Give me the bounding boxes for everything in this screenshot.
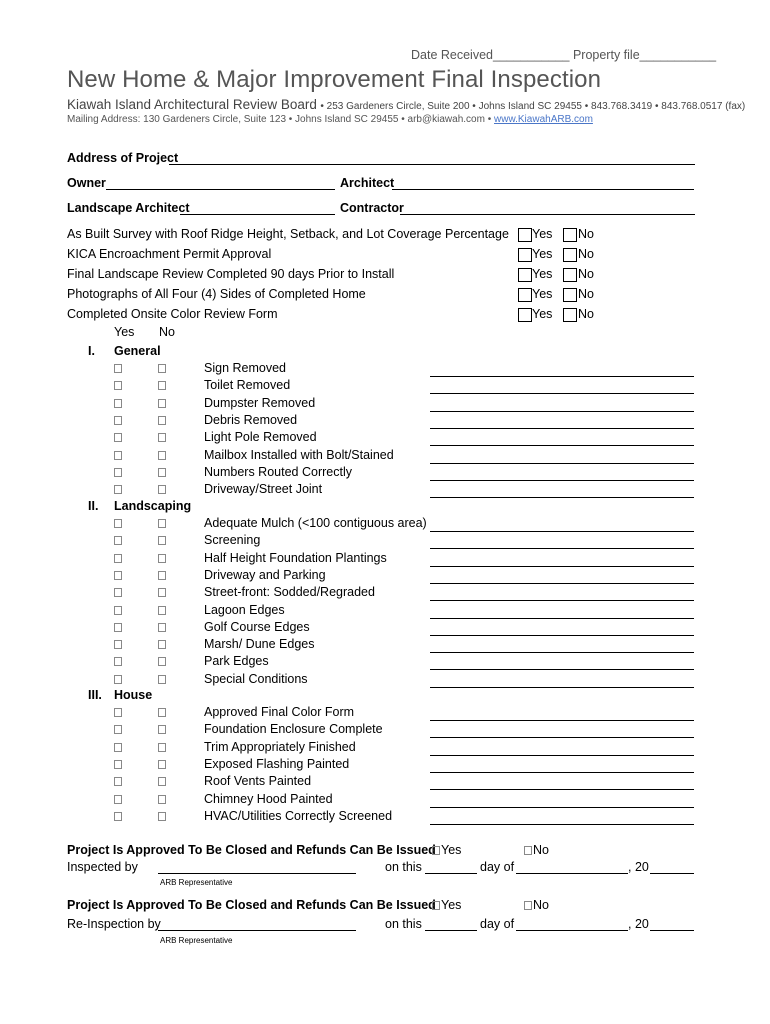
item-notes-line[interactable] bbox=[430, 427, 694, 429]
item-no-checkbox[interactable] bbox=[158, 640, 166, 649]
checklist-item: Mailbox Installed with Bolt/Stained bbox=[204, 448, 394, 462]
inspected-by-label: Inspected by bbox=[67, 860, 138, 874]
question-yes-checkbox[interactable] bbox=[518, 268, 532, 282]
item-no-checkbox[interactable] bbox=[158, 416, 166, 425]
item-no-checkbox[interactable] bbox=[158, 606, 166, 615]
question-yes-label: Yes bbox=[532, 227, 553, 241]
checklist-item: Trim Appropriately Finished bbox=[204, 740, 356, 754]
item-notes-line[interactable] bbox=[430, 444, 694, 446]
question-label: Completed Onsite Color Review Form bbox=[67, 307, 278, 321]
item-notes-line[interactable] bbox=[430, 771, 694, 773]
item-notes-line[interactable] bbox=[430, 788, 694, 790]
item-notes-line[interactable] bbox=[430, 462, 694, 464]
item-notes-line[interactable] bbox=[430, 686, 694, 688]
item-no-checkbox[interactable] bbox=[158, 708, 166, 717]
reinspection-by-field[interactable] bbox=[158, 917, 356, 931]
item-yes-checkbox[interactable] bbox=[114, 364, 122, 373]
item-no-checkbox[interactable] bbox=[158, 485, 166, 494]
question-yes-checkbox[interactable] bbox=[518, 248, 532, 262]
section-title: General bbox=[114, 344, 161, 358]
item-notes-line[interactable] bbox=[430, 599, 694, 601]
reapproval-statement: Project Is Approved To Be Closed and Refunds Can Be Issued bbox=[67, 898, 436, 912]
day-of-label: day of bbox=[480, 860, 515, 874]
item-notes-line[interactable] bbox=[430, 392, 694, 394]
item-yes-checkbox[interactable] bbox=[114, 606, 122, 615]
item-yes-checkbox[interactable] bbox=[114, 519, 122, 528]
checklist-item: Debris Removed bbox=[204, 413, 298, 427]
item-notes-line[interactable] bbox=[430, 547, 694, 549]
item-no-checkbox[interactable] bbox=[158, 675, 166, 684]
question-no-checkbox[interactable] bbox=[563, 268, 577, 282]
owner-field[interactable] bbox=[106, 176, 335, 190]
question-yes-label: Yes bbox=[532, 267, 553, 281]
question-label: Final Landscape Review Completed 90 days Prior to Install bbox=[67, 267, 395, 281]
reinspection-day-field[interactable] bbox=[425, 917, 477, 931]
item-notes-line[interactable] bbox=[430, 479, 694, 481]
item-yes-checkbox[interactable] bbox=[114, 657, 122, 666]
item-no-checkbox[interactable] bbox=[158, 812, 166, 821]
question-label: Photographs of All Four (4) Sides of Completed Home bbox=[67, 287, 366, 301]
checklist-item: Toilet Removed bbox=[204, 378, 291, 392]
item-no-checkbox[interactable] bbox=[158, 468, 166, 477]
item-notes-line[interactable] bbox=[430, 736, 694, 738]
mailing-address: Mailing Address: 130 Gardeners Circle, Suite 123 • Johns Island SC 29455 • arb@kiawah.com • www.KiawahARB.com bbox=[67, 114, 593, 125]
architect-field[interactable] bbox=[392, 176, 694, 190]
item-notes-line[interactable] bbox=[430, 565, 694, 567]
item-no-checkbox[interactable] bbox=[158, 795, 166, 804]
reapproval-yes-label: Yes bbox=[441, 898, 462, 912]
question-label: As Built Survey with Roof Ridge Height, Setback, and Lot Coverage Percentage bbox=[67, 227, 509, 241]
question-label: KICA Encroachment Permit Approval bbox=[67, 247, 272, 261]
item-no-checkbox[interactable] bbox=[158, 623, 166, 632]
item-no-checkbox[interactable] bbox=[158, 433, 166, 442]
item-yes-checkbox[interactable] bbox=[114, 795, 122, 804]
approval-no-checkbox[interactable] bbox=[524, 846, 532, 855]
checklist-item: Foundation Enclosure Complete bbox=[204, 722, 383, 736]
item-no-checkbox[interactable] bbox=[158, 381, 166, 390]
inspection-day-field[interactable] bbox=[425, 860, 477, 874]
item-yes-checkbox[interactable] bbox=[114, 743, 122, 752]
reapproval-no-label: No bbox=[533, 898, 549, 912]
section-title: House bbox=[114, 688, 153, 702]
question-yes-label: Yes bbox=[532, 247, 553, 261]
item-yes-checkbox[interactable] bbox=[114, 451, 122, 460]
question-yes-checkbox[interactable] bbox=[518, 308, 532, 322]
checklist-item: Street-front: Sodded/Regraded bbox=[204, 585, 375, 599]
item-notes-line[interactable] bbox=[430, 530, 694, 532]
year-prefix: , 20 bbox=[628, 860, 649, 874]
checklist-item: Exposed Flashing Painted bbox=[204, 757, 350, 771]
item-no-checkbox[interactable] bbox=[158, 554, 166, 563]
question-no-checkbox[interactable] bbox=[563, 248, 577, 262]
checklist-item: Marsh/ Dune Edges bbox=[204, 637, 315, 651]
checklist-item: Screening bbox=[204, 533, 261, 547]
approval-statement: Project Is Approved To Be Closed and Refunds Can Be Issued bbox=[67, 843, 436, 857]
item-notes-line[interactable] bbox=[430, 651, 694, 653]
question-yes-checkbox[interactable] bbox=[518, 288, 532, 302]
yes-header: Yes bbox=[114, 325, 135, 339]
checklist-item: Numbers Routed Correctly bbox=[204, 465, 352, 479]
item-yes-checkbox[interactable] bbox=[114, 485, 122, 494]
item-no-checkbox[interactable] bbox=[158, 451, 166, 460]
checklist-item: Sign Removed bbox=[204, 361, 286, 375]
contractor-field[interactable] bbox=[400, 201, 695, 215]
checklist-item: Chimney Hood Painted bbox=[204, 792, 333, 806]
item-yes-checkbox[interactable] bbox=[114, 468, 122, 477]
item-notes-line[interactable] bbox=[430, 823, 694, 825]
owner-label: Owner bbox=[67, 176, 106, 190]
reinspection-year-prefix: , 20 bbox=[628, 917, 649, 931]
item-yes-checkbox[interactable] bbox=[114, 571, 122, 580]
reapproval-yes-checkbox[interactable] bbox=[432, 901, 440, 910]
question-no-label: No bbox=[578, 307, 594, 321]
checklist-item: Approved Final Color Form bbox=[204, 705, 355, 719]
reinspection-by-label: Re-Inspection by bbox=[67, 917, 161, 931]
item-notes-line[interactable] bbox=[430, 375, 694, 377]
section-title: Landscaping bbox=[114, 499, 192, 513]
item-yes-checkbox[interactable] bbox=[114, 536, 122, 545]
reinspection-on-this-label: on this bbox=[385, 917, 422, 931]
checklist-item: Driveway/Street Joint bbox=[204, 482, 323, 496]
inspection-month-field[interactable] bbox=[516, 860, 628, 874]
checklist-item: Roof Vents Painted bbox=[204, 774, 312, 788]
item-no-checkbox[interactable] bbox=[158, 657, 166, 666]
checklist-item: Adequate Mulch (<100 contiguous area) bbox=[204, 516, 427, 530]
item-notes-line[interactable] bbox=[430, 617, 694, 619]
section-numeral: III. bbox=[88, 688, 102, 702]
question-no-checkbox[interactable] bbox=[563, 228, 577, 242]
architect-label: Architect bbox=[340, 176, 395, 190]
reinspection-year-field[interactable] bbox=[650, 917, 694, 931]
checklist-item: HVAC/Utilities Correctly Screened bbox=[204, 809, 393, 823]
org-info: Kiawah Island Architectural Review Board • 253 Gardeners Circle, Suite 200 • Johns Island SC 29455 • 843.768.3419 • 843.768.0517 (fax) bbox=[67, 97, 746, 112]
landscape-architect-label: Landscape Architect bbox=[67, 201, 190, 215]
item-notes-line[interactable] bbox=[430, 496, 694, 498]
question-no-checkbox[interactable] bbox=[563, 308, 577, 322]
approval-yes-checkbox[interactable] bbox=[432, 846, 440, 855]
item-yes-checkbox[interactable] bbox=[114, 777, 122, 786]
checklist-item: Special Conditions bbox=[204, 672, 308, 686]
question-no-label: No bbox=[578, 247, 594, 261]
question-no-checkbox[interactable] bbox=[563, 288, 577, 302]
date-received-label: Date Received___________ Property file___________ bbox=[411, 48, 717, 62]
item-no-checkbox[interactable] bbox=[158, 536, 166, 545]
reinspection-arb-rep-label: ARB Representative bbox=[160, 936, 233, 945]
no-header: No bbox=[159, 325, 175, 339]
address-field[interactable] bbox=[169, 151, 695, 165]
checklist-item: Golf Course Edges bbox=[204, 620, 310, 634]
item-no-checkbox[interactable] bbox=[158, 760, 166, 769]
item-no-checkbox[interactable] bbox=[158, 571, 166, 580]
checklist-item: Light Pole Removed bbox=[204, 430, 317, 444]
item-no-checkbox[interactable] bbox=[158, 364, 166, 373]
page-title: New Home & Major Improvement Final Inspection bbox=[67, 66, 602, 93]
item-no-checkbox[interactable] bbox=[158, 519, 166, 528]
item-notes-line[interactable] bbox=[430, 806, 694, 808]
landscape-architect-field[interactable] bbox=[180, 201, 335, 215]
reapproval-no-checkbox[interactable] bbox=[524, 901, 532, 910]
checklist-item: Dumpster Removed bbox=[204, 396, 316, 410]
item-notes-line[interactable] bbox=[430, 410, 694, 412]
inspected-by-field[interactable] bbox=[158, 860, 356, 874]
item-yes-checkbox[interactable] bbox=[114, 588, 122, 597]
checklist-item: Driveway and Parking bbox=[204, 568, 326, 582]
item-notes-line[interactable] bbox=[430, 754, 694, 756]
reinspection-month-field[interactable] bbox=[516, 917, 628, 931]
checklist-item: Half Height Foundation Plantings bbox=[204, 551, 387, 565]
approval-yes-label: Yes bbox=[441, 843, 462, 857]
question-yes-label: Yes bbox=[532, 307, 553, 321]
item-notes-line[interactable] bbox=[430, 634, 694, 636]
checklist-item: Park Edges bbox=[204, 654, 269, 668]
item-yes-checkbox[interactable] bbox=[114, 708, 122, 717]
item-yes-checkbox[interactable] bbox=[114, 640, 122, 649]
on-this-label: on this bbox=[385, 860, 422, 874]
item-yes-checkbox[interactable] bbox=[114, 399, 122, 408]
contractor-label: Contractor bbox=[340, 201, 404, 215]
item-yes-checkbox[interactable] bbox=[114, 381, 122, 390]
item-notes-line[interactable] bbox=[430, 719, 694, 721]
section-numeral: I. bbox=[88, 344, 95, 358]
item-notes-line[interactable] bbox=[430, 582, 694, 584]
item-notes-line[interactable] bbox=[430, 668, 694, 670]
item-no-checkbox[interactable] bbox=[158, 588, 166, 597]
item-yes-checkbox[interactable] bbox=[114, 433, 122, 442]
question-no-label: No bbox=[578, 287, 594, 301]
checklist-item: Lagoon Edges bbox=[204, 603, 285, 617]
item-yes-checkbox[interactable] bbox=[114, 725, 122, 734]
item-no-checkbox[interactable] bbox=[158, 399, 166, 408]
question-yes-checkbox[interactable] bbox=[518, 228, 532, 242]
item-yes-checkbox[interactable] bbox=[114, 416, 122, 425]
website-link[interactable]: www.KiawahARB.com bbox=[494, 114, 593, 125]
address-label: Address of Project bbox=[67, 151, 179, 165]
question-yes-label: Yes bbox=[532, 287, 553, 301]
item-yes-checkbox[interactable] bbox=[114, 812, 122, 821]
item-yes-checkbox[interactable] bbox=[114, 554, 122, 563]
inspection-year-field[interactable] bbox=[650, 860, 694, 874]
section-numeral: II. bbox=[88, 499, 99, 513]
item-no-checkbox[interactable] bbox=[158, 777, 166, 786]
item-yes-checkbox[interactable] bbox=[114, 760, 122, 769]
question-no-label: No bbox=[578, 267, 594, 281]
item-no-checkbox[interactable] bbox=[158, 725, 166, 734]
approval-no-label: No bbox=[533, 843, 549, 857]
reinspection-day-of-label: day of bbox=[480, 917, 515, 931]
item-yes-checkbox[interactable] bbox=[114, 675, 122, 684]
question-no-label: No bbox=[578, 227, 594, 241]
item-no-checkbox[interactable] bbox=[158, 743, 166, 752]
item-yes-checkbox[interactable] bbox=[114, 623, 122, 632]
arb-rep-label: ARB Representative bbox=[160, 878, 233, 887]
